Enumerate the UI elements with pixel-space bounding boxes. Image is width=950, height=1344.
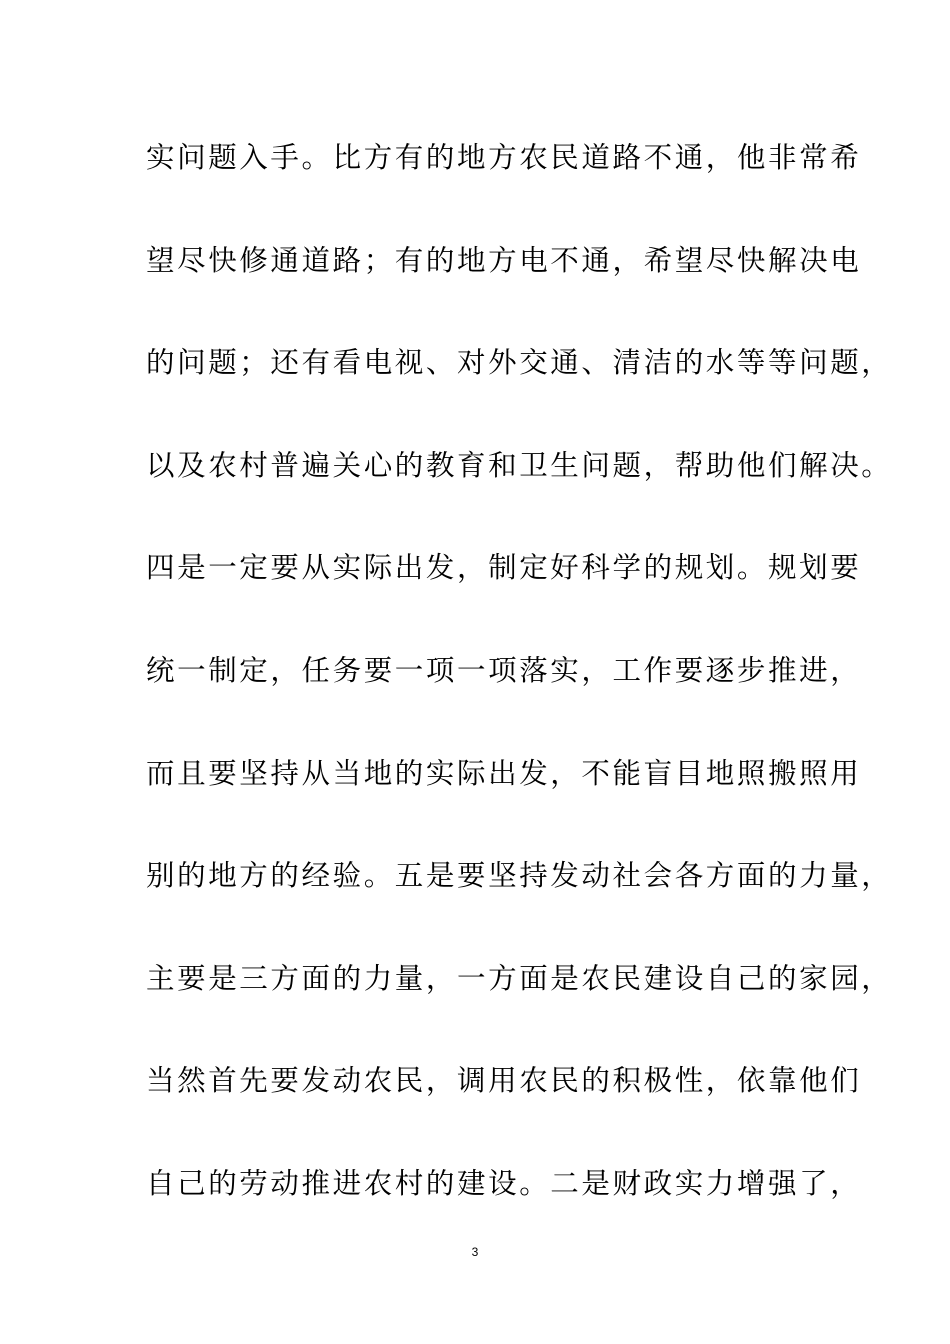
text-line: 而且要坚持从当地的实际出发，不能盲目地照搬照用 [146,756,862,790]
body-text [146,127,893,1256]
text-line: 实问题入手。比方有的地方农民道路不通，他非常希 [146,141,862,174]
text-line: 主要是三方面的力量，一方面是农民建设自己的家园， [146,961,893,995]
text-line: 统一制定，任务要一项一项落实，工作要逐步推进， [146,653,862,687]
page-number: 3 [471,1245,479,1259]
text-line: 四是一定要从实际出发，制定好科学的规划。规划要 [146,551,862,585]
text-line: 自己的劳动推进农村的建设。二是财政实力增强了， [146,1166,862,1200]
text-line: 以及农村普遍关心的教育和卫生问题，帮助他们解决。 [146,448,893,482]
text-line: 别的地方的经验。五是要坚持发动社会各方面的力量， [146,859,893,893]
text-line: 当然首先要发动农民，调用农民的积极性，依靠他们 [146,1064,862,1098]
text-line: 望尽快修通道路；有的地方电不通，希望尽快解决电 [146,243,862,277]
text-line: 的问题；还有看电视、对外交通、清洁的水等等问题， [146,346,893,380]
